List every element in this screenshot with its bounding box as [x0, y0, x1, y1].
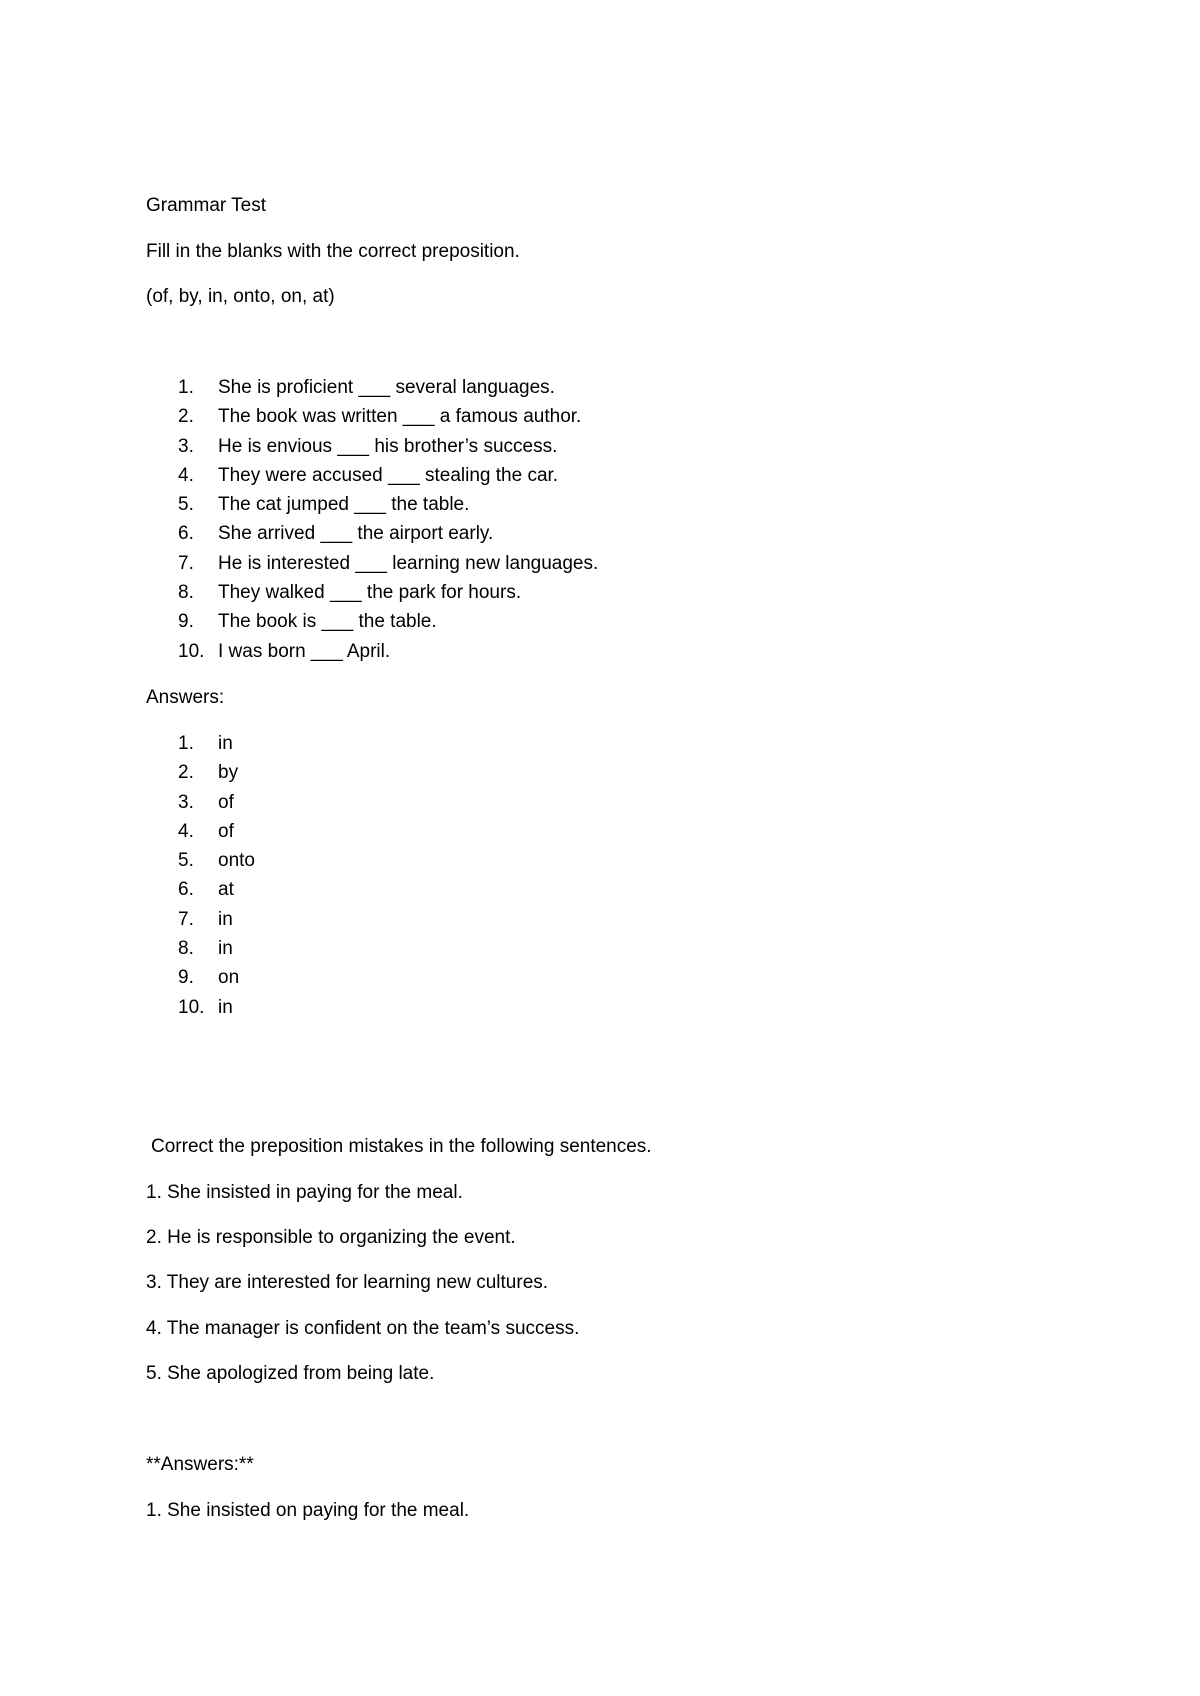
answers-heading: Answers: [146, 687, 225, 708]
question-text: She is proficient ___ several languages. [218, 377, 555, 398]
question-number: 2. [178, 406, 194, 428]
section2-item: 3. They are interested for learning new cultures. [146, 1272, 549, 1293]
answer-text: of [218, 820, 234, 842]
question-text: They walked ___ the park for hours. [218, 582, 522, 604]
question-text: The cat jumped ___ the table. [218, 494, 470, 516]
answer-number: 7. [178, 908, 194, 930]
answer-number: 10. [178, 996, 205, 1018]
question-number: 10. [178, 640, 205, 662]
answer-text: onto [218, 850, 255, 872]
question-number: 7. [178, 552, 194, 574]
question-number: 8. [178, 582, 194, 604]
document-title: Grammar Test [146, 195, 267, 216]
answer-text: in [218, 908, 233, 930]
section2-item: 1. She insisted in paying for the meal. [146, 1182, 463, 1203]
question-number: 4. [178, 464, 194, 486]
answer-number: 5. [178, 850, 194, 872]
section2-heading: Correct the preposition mistakes in the following sentences. [151, 1136, 652, 1157]
answer-text: in [218, 733, 233, 754]
question-text: She arrived ___ the airport early. [218, 523, 494, 545]
question-number: 9. [178, 611, 194, 633]
answer-text: on [218, 967, 240, 989]
answer-text: at [218, 879, 234, 901]
answer-text: in [218, 996, 233, 1018]
answer-number: 9. [178, 967, 194, 989]
section2-item: 2. He is responsible to organizing the event. [146, 1227, 516, 1248]
section2-item: 4. The manager is confident on the team’s success. [146, 1318, 580, 1339]
instructions-text: Fill in the blanks with the correct preposition. [146, 241, 520, 262]
section2-answers-heading: **Answers:** [146, 1454, 254, 1475]
question-text: The book is ___ the table. [218, 611, 437, 633]
question-text: He is envious ___ his brother’s success. [218, 435, 558, 457]
preposition-options: (of, by, in, onto, on, at) [146, 286, 335, 307]
answer-text: of [218, 791, 234, 813]
question-number: 5. [178, 494, 194, 516]
answer-text: in [218, 938, 233, 960]
answer-text: by [218, 762, 239, 784]
question-text: The book was written ___ a famous author. [218, 406, 582, 428]
question-text: He is interested ___ learning new languages. [218, 552, 599, 574]
answer-number: 8. [178, 938, 194, 960]
answer-number: 1. [178, 733, 194, 754]
question-text: I was born ___ April. [218, 640, 391, 662]
question-number: 3. [178, 435, 194, 457]
answer-number: 3. [178, 791, 194, 813]
section2-item: 5. She apologized from being late. [146, 1363, 435, 1384]
question-number: 1. [178, 377, 194, 398]
answer-number: 6. [178, 879, 194, 901]
answer-number: 2. [178, 762, 194, 784]
answer-number: 4. [178, 820, 194, 842]
question-text: They were accused ___ stealing the car. [218, 464, 559, 486]
section2-answer-item: 1. She insisted on paying for the meal. [146, 1500, 470, 1521]
question-number: 6. [178, 523, 194, 545]
